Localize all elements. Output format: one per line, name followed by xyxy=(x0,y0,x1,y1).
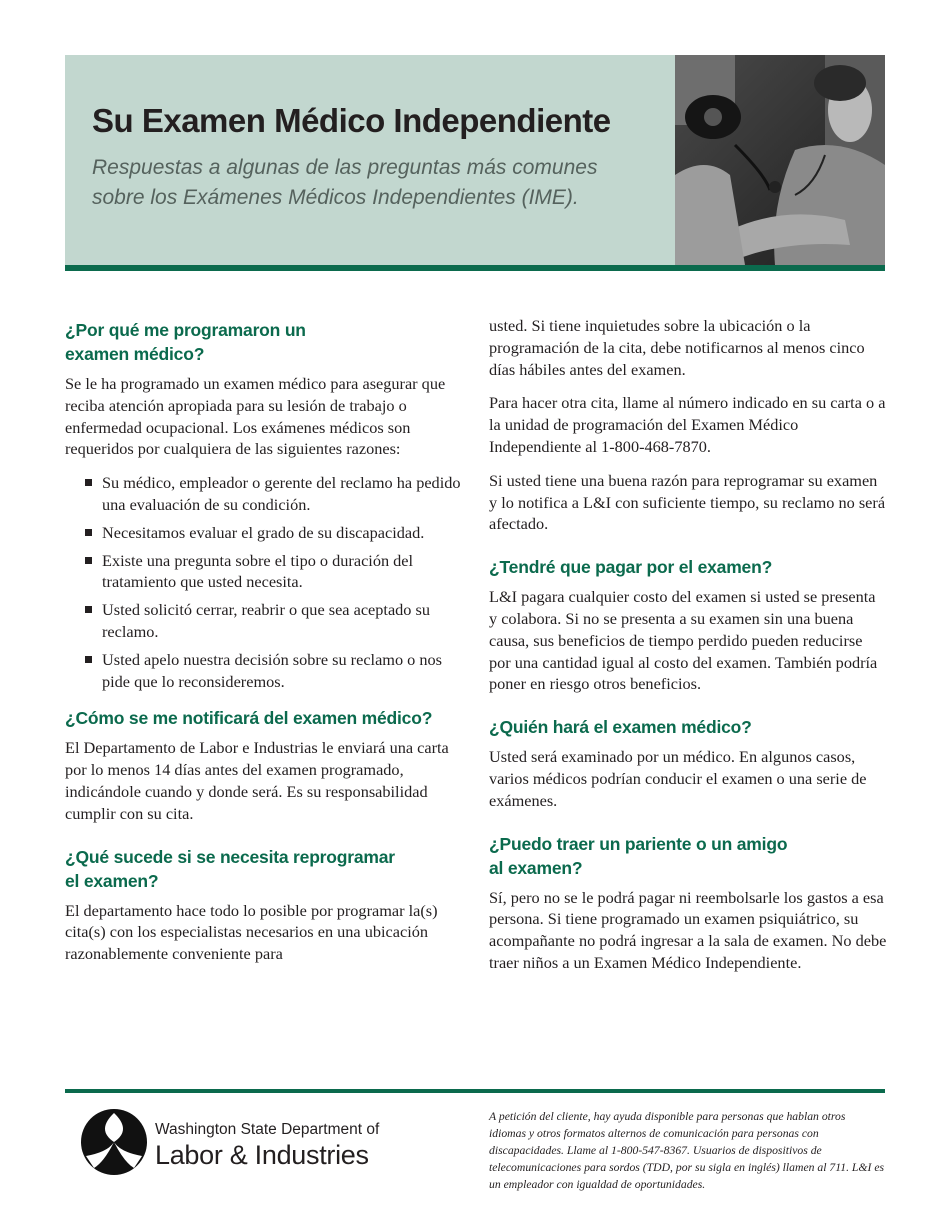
organization-name xyxy=(155,1120,379,1171)
square-bullet-icon xyxy=(85,656,92,663)
list-item-text: Usted apelo nuestra decisión sobre su reclamo o nos pide que lo reconsideremos. xyxy=(102,649,443,691)
answer-paragraph: Se le ha programado un examen médico para asegurar que reciba atención apropiada para su lesión de trabajo o enfermedad ocupacional. Los exámenes médicos son requeridos por cualquiera de las siguientes razones: xyxy=(65,374,446,459)
answer-paragraph: Sí, pero no se le podrá pagar ni reembolsarle los gastos a esa persona. Si tiene programado un examen psiquiátrico, su acompañante no podrá ingresar a la sala de examen. No debe traer niños a un Examen Médico Independiente. xyxy=(489,887,887,972)
question-heading xyxy=(65,318,465,366)
heading-line: ¿Qué sucede si se necesita reprogramar xyxy=(65,846,395,867)
answer-paragraph: El Departamento de Labor e Industrias le enviará una carta por lo menos 14 días antes del examen programado, indicándole cuando y donde será. Es su responsabilidad cumplir con su cita. xyxy=(65,738,449,823)
subtitle-line: sobre los Exámenes Médicos Independientes (IME). xyxy=(92,186,579,209)
header-banner xyxy=(65,55,885,265)
lni-logo-mark xyxy=(80,1108,148,1176)
page-subtitle xyxy=(92,153,672,213)
square-bullet-icon xyxy=(85,529,92,536)
question-heading xyxy=(65,845,465,893)
nurse-photo-illustration xyxy=(675,55,885,265)
list-item-text: Existe una pregunta sobre el tipo o duración del tratamiento que usted necesita. xyxy=(102,550,414,592)
left-column xyxy=(65,318,465,965)
answer-paragraph: Si usted tiene una buena razón para reprogramar su examen y lo notifica a L&I con suficiente tiempo, su reclamo no será afectado. xyxy=(489,470,886,534)
list-item-text: Su médico, empleador o gerente del reclamo ha pedido una evaluación de su condición. xyxy=(102,473,461,514)
heading-line: ¿Por qué me programaron un xyxy=(65,320,306,340)
square-bullet-icon xyxy=(85,606,92,613)
list-item xyxy=(65,550,465,594)
answer-paragraph: Para hacer otra cita, llame al número indicado en su carta o a la unidad de programación del Examen Médico Independiente al 1-800-468-7870. xyxy=(489,393,886,456)
accessibility-disclaimer: A petición del cliente, hay ayuda disponible para personas que hablan otros idiomas y otros formatos alternos de comunicación para personas con discapacidades. Llame al 1-800-547-8367. Usuarios de dispositivos de telecomunicaciones para sordos (TDD, por su sigla en inglés) llamen al 711. L&I es un empleador con igualdad de oportunidades. xyxy=(489,1110,885,1191)
question-heading xyxy=(489,832,887,880)
list-item xyxy=(65,522,465,544)
square-bullet-icon xyxy=(85,557,92,564)
heading-line: ¿Puedo traer un pariente o un amigo xyxy=(489,833,788,854)
answer-paragraph: usted. Si tiene inquietudes sobre la ubicación o la programación de la cita, debe notificarnos al menos cinco días hábiles antes del examen. xyxy=(489,316,865,379)
list-item xyxy=(65,472,465,516)
org-line: Washington State Department of xyxy=(155,1121,380,1138)
question-heading: ¿Quién hará el examen médico? xyxy=(489,717,752,738)
right-column xyxy=(489,315,887,974)
square-bullet-icon xyxy=(85,479,92,486)
subtitle-line: Respuestas a algunas de las preguntas más comunes xyxy=(92,156,598,179)
lni-logo-icon xyxy=(80,1108,148,1176)
list-item xyxy=(65,599,465,643)
org-line: Labor & Industries xyxy=(155,1140,369,1170)
reasons-list xyxy=(65,472,465,692)
page-title: Su Examen Médico Independiente xyxy=(92,102,611,139)
heading-line: el examen? xyxy=(65,870,159,891)
answer-paragraph: El departamento hace todo lo posible por programar la(s) cita(s) con los especialistas necesarios en una ubicación razonablemente conveniente para xyxy=(65,900,438,964)
heading-line: al examen? xyxy=(489,857,583,878)
header-text xyxy=(92,101,672,213)
list-item-text: Usted solicitó cerrar, reabrir o que sea aceptado su reclamo. xyxy=(102,600,430,641)
heading-line: examen médico? xyxy=(65,344,205,364)
question-heading: ¿Cómo se me notificará del examen médico? xyxy=(65,708,433,729)
list-item xyxy=(65,649,465,693)
nurse-photo xyxy=(675,55,885,265)
footer-divider xyxy=(65,1089,885,1093)
answer-paragraph: Usted será examinado por un médico. En algunos casos, varios médicos podrían conducir el examen o una serie de exámenes. xyxy=(489,747,867,810)
list-item-text: Necesitamos evaluar el grado de su discapacidad. xyxy=(102,522,425,542)
header-divider xyxy=(65,265,885,271)
question-heading: ¿Tendré que pagar por el examen? xyxy=(489,557,773,578)
answer-paragraph: L&I pagara cualquier costo del examen si usted se presenta y colabora. Si no se presenta a su examen sin una buena causa, sus beneficios de tiempo perdido pueden reducirse por una cantidad igual al costo del examen. También podría poner en riesgo otros beneficios. xyxy=(489,587,878,694)
